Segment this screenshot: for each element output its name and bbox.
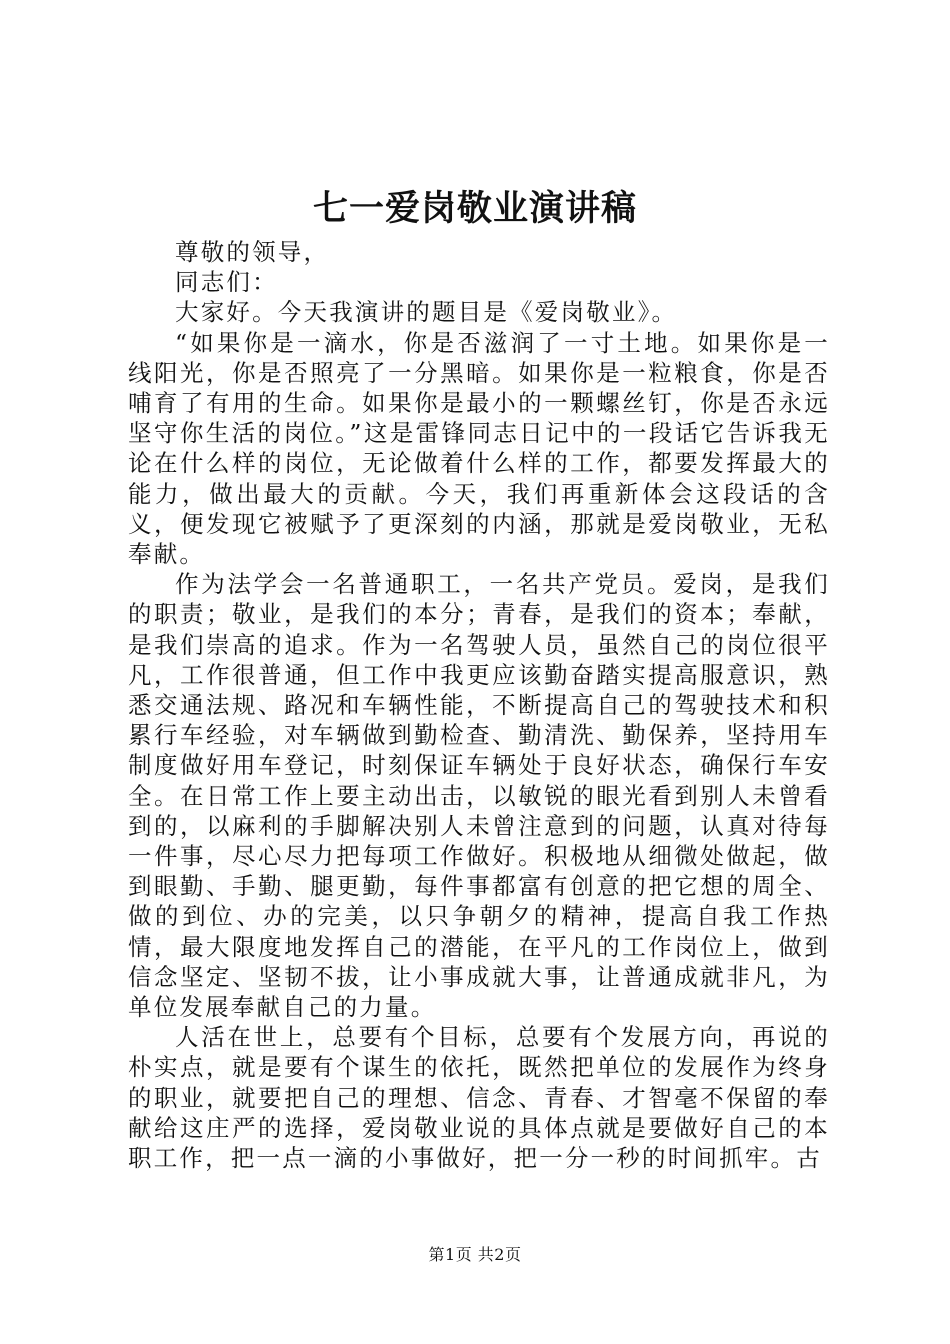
document-title: 七一爱岗敬业演讲稿 <box>312 188 637 229</box>
salutation-comrades: 同志们： <box>175 268 278 297</box>
body-paragraph: 作为法学会一名普通职工，一名共产党员。爱岗，是我们的职责；敬业，是我们的本分；青春，是我们的资本；奉献，是我们崇高的追求。作为一名驾驶人员，虽然自己的岗位很平凡，工作很普通，但工作中我更应该勤奋踏实提高服意识，熟悉交通法规、路况和车辆性能，不断提高自己的驾驶技术和积累行车经验，对车辆做到勤检查、勤清洗、勤保养，坚持用车制度做好用车登记，时刻保证车辆处于良好状态，确保行车安全。在日常工作上要主动出击，以敏锐的眼光看到别人未曾看到的，以麻利的手脚解决别人未曾注意到的问题，认真对待每一件事，尽心尽力把每项工作做好。积极地从细微处做起，做到眼勤、手勤、腿更勤，每件事都富有创意的把它想的周全、做的到位、办的完美，以只争朝夕的精神，提高自我工作热情，最大限度地发挥自己的潜能，在平凡的工作岗位上，做到信念坚定、坚韧不拔，让小事成就大事，让普通成就非凡，为单位发展奉献自己的力量。 <box>128 570 830 1022</box>
salutation-leaders: 尊敬的领导， <box>175 238 330 266</box>
body-paragraph: 人活在世上，总要有个目标，总要有个发展方向，再说的朴实点，就是要有个谋生的依托，既然把单位的发展作为终身的职业，就要把自己的理想、信念、青春、才智毫不保留的奉献给这庄严的选择，爱岗敬业说的具体点就是要做好自己的本职工作，把一点一滴的小事做好，把一分一秒的时间抓牢。古 <box>128 1023 830 1173</box>
body-paragraph: “如果你是一滴水，你是否滋润了一寸土地。如果你是一线阳光，你是否照亮了一分黑暗。如果你是一粒粮食，你是否哺育了有用的生命。如果你是最小的一颗螺丝钉，你是否永远坚守你生活的岗位。”这是雷锋同志日记中的一段话它告诉我无论在什么样的岗位，无论做着什么样的工作，都要发挥最大的能力，做出最大的贡献。今天，我们再重新体会这段话的含义，便发现它被赋予了更深刻的内涵，那就是爱岗敬业，无私奉献。 <box>128 328 830 569</box>
document-body <box>128 237 830 1173</box>
page-number-footer: 第1页 共2页 <box>428 1245 522 1264</box>
greeting-paragraph: 大家好。今天我演讲的题目是《爱岗敬业》。 <box>175 298 678 327</box>
